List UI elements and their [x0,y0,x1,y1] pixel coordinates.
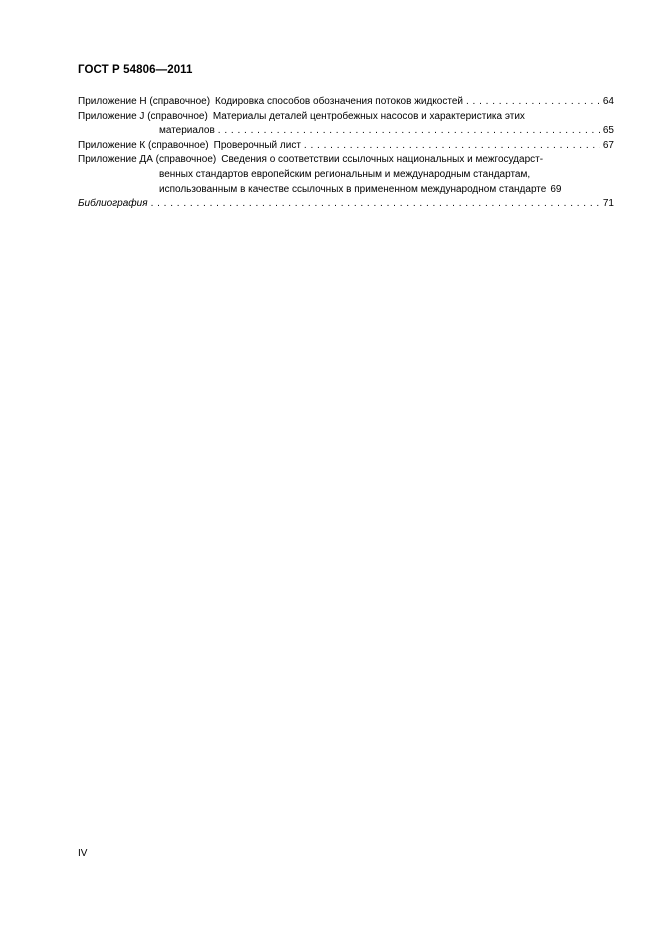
toc-entry-title-continuation: венных стандартов европейским региональным и международным стандартам, [159,168,531,180]
toc-entry-prefix: Приложение ДА (справочное) [78,154,217,166]
toc-entry-appendix-j[interactable] [78,110,614,125]
page-number: IV [78,848,88,859]
toc-entry-appendix-k[interactable] [78,139,614,154]
toc-entry-title: Материалы деталей центробежных насосов и характеристика этих [212,110,525,122]
toc-leader-dots [218,124,600,139]
toc-entry-prefix: Приложение Н (справочное) [78,96,211,107]
toc-entry-page: 67 [602,139,614,151]
toc-entry-appendix-da[interactable] [78,153,614,168]
toc-leader-dots [466,95,600,110]
toc-entry-page: 64 [602,96,614,107]
toc-entry-appendix-j-continuation[interactable] [78,124,614,139]
toc-entry-title: Кодировка способов обозначения потоков жидкостей [215,96,463,107]
table-of-contents [78,95,614,212]
toc-entry-title: Библиография [78,198,148,210]
toc-entry-bibliography[interactable] [78,197,614,212]
toc-entry-title: Проверочный лист [213,139,301,151]
document-header: ГОСТ Р 54806—2011 [78,64,193,76]
toc-entry-page: 69 [550,183,562,195]
toc-entry-title-continuation: использованным в качестве ссылочных в примененном международном стандарте [159,183,547,195]
toc-entry-prefix: Приложение J (справочное) [78,110,208,122]
toc-entry-page: 65 [602,125,614,137]
toc-entry-appendix-da-continuation-2[interactable] [78,183,614,198]
toc-leader-dots [151,197,600,212]
toc-entry-title: Сведения о соответствии ссылочных национальных и межгосударст- [221,154,544,166]
toc-leader-dots [304,139,600,154]
toc-entry-title-continuation: материалов [159,125,215,137]
toc-entry-page: 71 [602,198,614,210]
toc-entry-appendix-da-continuation-1[interactable] [78,168,614,183]
toc-entry-appendix-h[interactable] [78,95,614,110]
toc-entry-prefix: Приложение К (справочное) [78,139,209,151]
